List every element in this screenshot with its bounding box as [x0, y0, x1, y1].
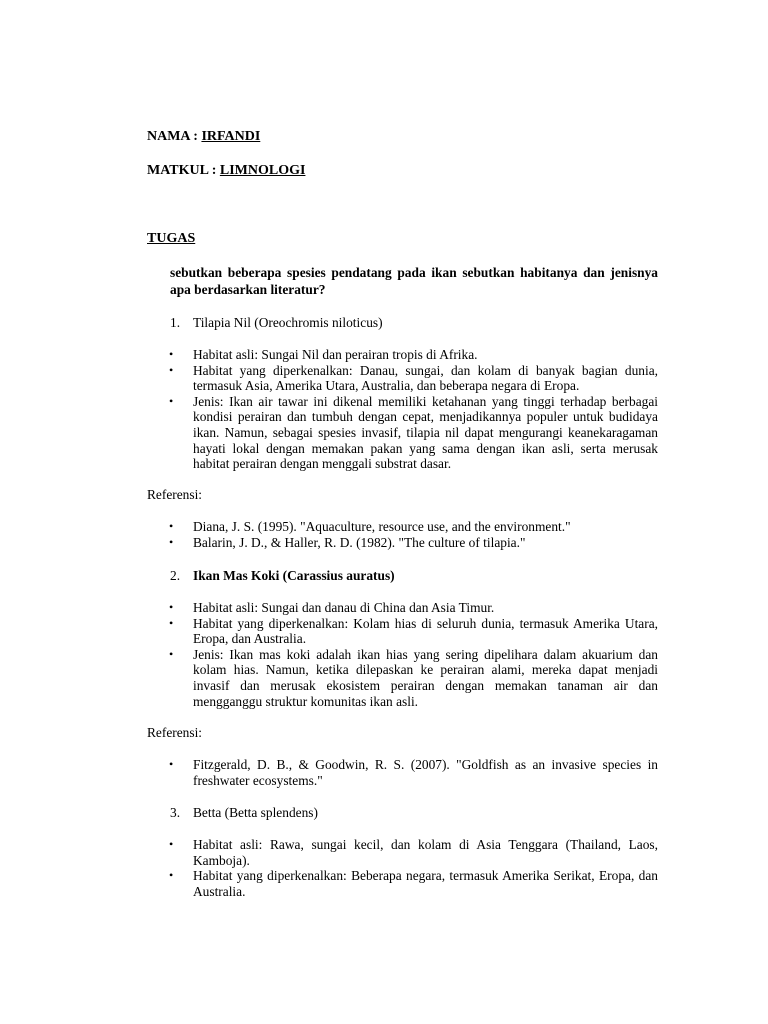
bullet-icon: • — [169, 615, 174, 630]
species-number: 1. — [170, 315, 181, 330]
list-item — [147, 616, 658, 647]
list-item — [147, 837, 658, 868]
species-2-facts — [147, 600, 658, 709]
bullet-icon: • — [169, 600, 174, 614]
reference-label-2: Referensi: — [147, 725, 203, 740]
list-item — [147, 757, 658, 788]
fact-text: Habitat yang diperkenalkan: Kolam hias di seluruh dunia, termasuk Amerika Utara, Eropa, dan Australia. — [193, 615, 658, 647]
fact-text: Habitat yang diperkenalkan: Beberapa negara, termasuk Amerika Serikat, Eropa, dan Australia. — [193, 868, 658, 899]
fact-text: Jenis: Ikan air tawar ini dikenal memiliki ketahanan yang tinggi terhadap berbagai kondisi perairan dan tumbuh dengan cepat, menjadikannya populer untuk budidaya ikan. Namun, sebagai spesies invasif, tilapia nil dapat mengurangi keanekaragaman hayati lokal dengan memakan pakan yang sama dengan ikan asli, serta merusak habitat perairan dengan menggali substrat dasar. — [193, 393, 658, 472]
bullet-icon: • — [169, 393, 174, 408]
bullet-icon: • — [169, 362, 174, 377]
name-label: NAMA : — [147, 129, 202, 144]
species-name: Ikan Mas Koki (Carassius auratus) — [193, 568, 395, 583]
bullet-icon: • — [169, 534, 174, 549]
bullet-icon: • — [169, 837, 174, 851]
fact-text: Habitat asli: Sungai Nil dan perairan tropis di Afrika. — [193, 347, 478, 362]
species-number: 2. — [170, 568, 181, 583]
list-item — [147, 394, 658, 472]
list-item — [147, 347, 658, 363]
bullet-icon: • — [169, 347, 174, 361]
reference-text: Diana, J. S. (1995). "Aquaculture, resource use, and the environment." — [193, 519, 571, 534]
fact-text: Habitat asli: Sungai dan danau di China dan Asia Timur. — [193, 600, 495, 615]
list-item — [147, 363, 658, 394]
species-2-references — [147, 757, 658, 788]
bullet-icon: • — [169, 757, 174, 771]
course-line — [147, 163, 305, 179]
reference-label-1: Referensi: — [147, 487, 203, 502]
species-name: Betta (Betta splendens) — [193, 805, 318, 820]
bullet-icon: • — [169, 646, 174, 661]
fact-text: Jenis: Ikan mas koki adalah ikan hias yang sering dipelihara dalam akuarium dan kolam hias. Namun, ketika dilepaskan ke perairan alami, mereka dapat menjadi invasif dan merusak ekosistem perairan dengan memakan tanaman air dan mengganggu struktur komunitas ikan asli. — [193, 646, 658, 709]
species-number: 3. — [170, 805, 181, 820]
species-1-facts — [147, 347, 658, 472]
bullet-icon: • — [169, 519, 174, 533]
document-page — [147, 0, 658, 1024]
list-item — [147, 600, 658, 616]
list-item — [147, 535, 658, 551]
list-item — [147, 868, 658, 899]
species-1-references — [147, 519, 658, 550]
course-label: MATKUL : — [147, 163, 220, 178]
name-line — [147, 129, 260, 145]
list-item — [147, 647, 658, 709]
course-value: LIMNOLOGI — [219, 163, 306, 178]
list-item — [147, 519, 658, 535]
reference-text: Fitzgerald, D. B., & Goodwin, R. S. (2007). "Goldfish as an invasive species in freshwater ecosystems." — [193, 757, 658, 788]
task-title: TUGAS — [147, 231, 196, 246]
fact-text: Habitat asli: Rawa, sungai kecil, dan kolam di Asia Tenggara (Thailand, Laos, Kamboja). — [193, 837, 658, 868]
name-value: IRFANDI — [201, 129, 261, 144]
task-question: sebutkan beberapa spesies pendatang pada ikan sebutkan habitanya dan jenisnya apa berdasarkan literatur? — [170, 265, 658, 297]
fact-text: Habitat yang diperkenalkan: Danau, sungai, dan kolam di banyak bagian dunia, termasuk Asia, Amerika Utara, Australia, dan beberapa negara di Eropa. — [193, 362, 658, 394]
bullet-icon: • — [169, 868, 174, 883]
species-3-facts — [147, 837, 658, 899]
reference-text: Balarin, J. D., & Haller, R. D. (1982). "The culture of tilapia." — [193, 534, 526, 550]
species-name: Tilapia Nil (Oreochromis niloticus) — [193, 315, 383, 330]
